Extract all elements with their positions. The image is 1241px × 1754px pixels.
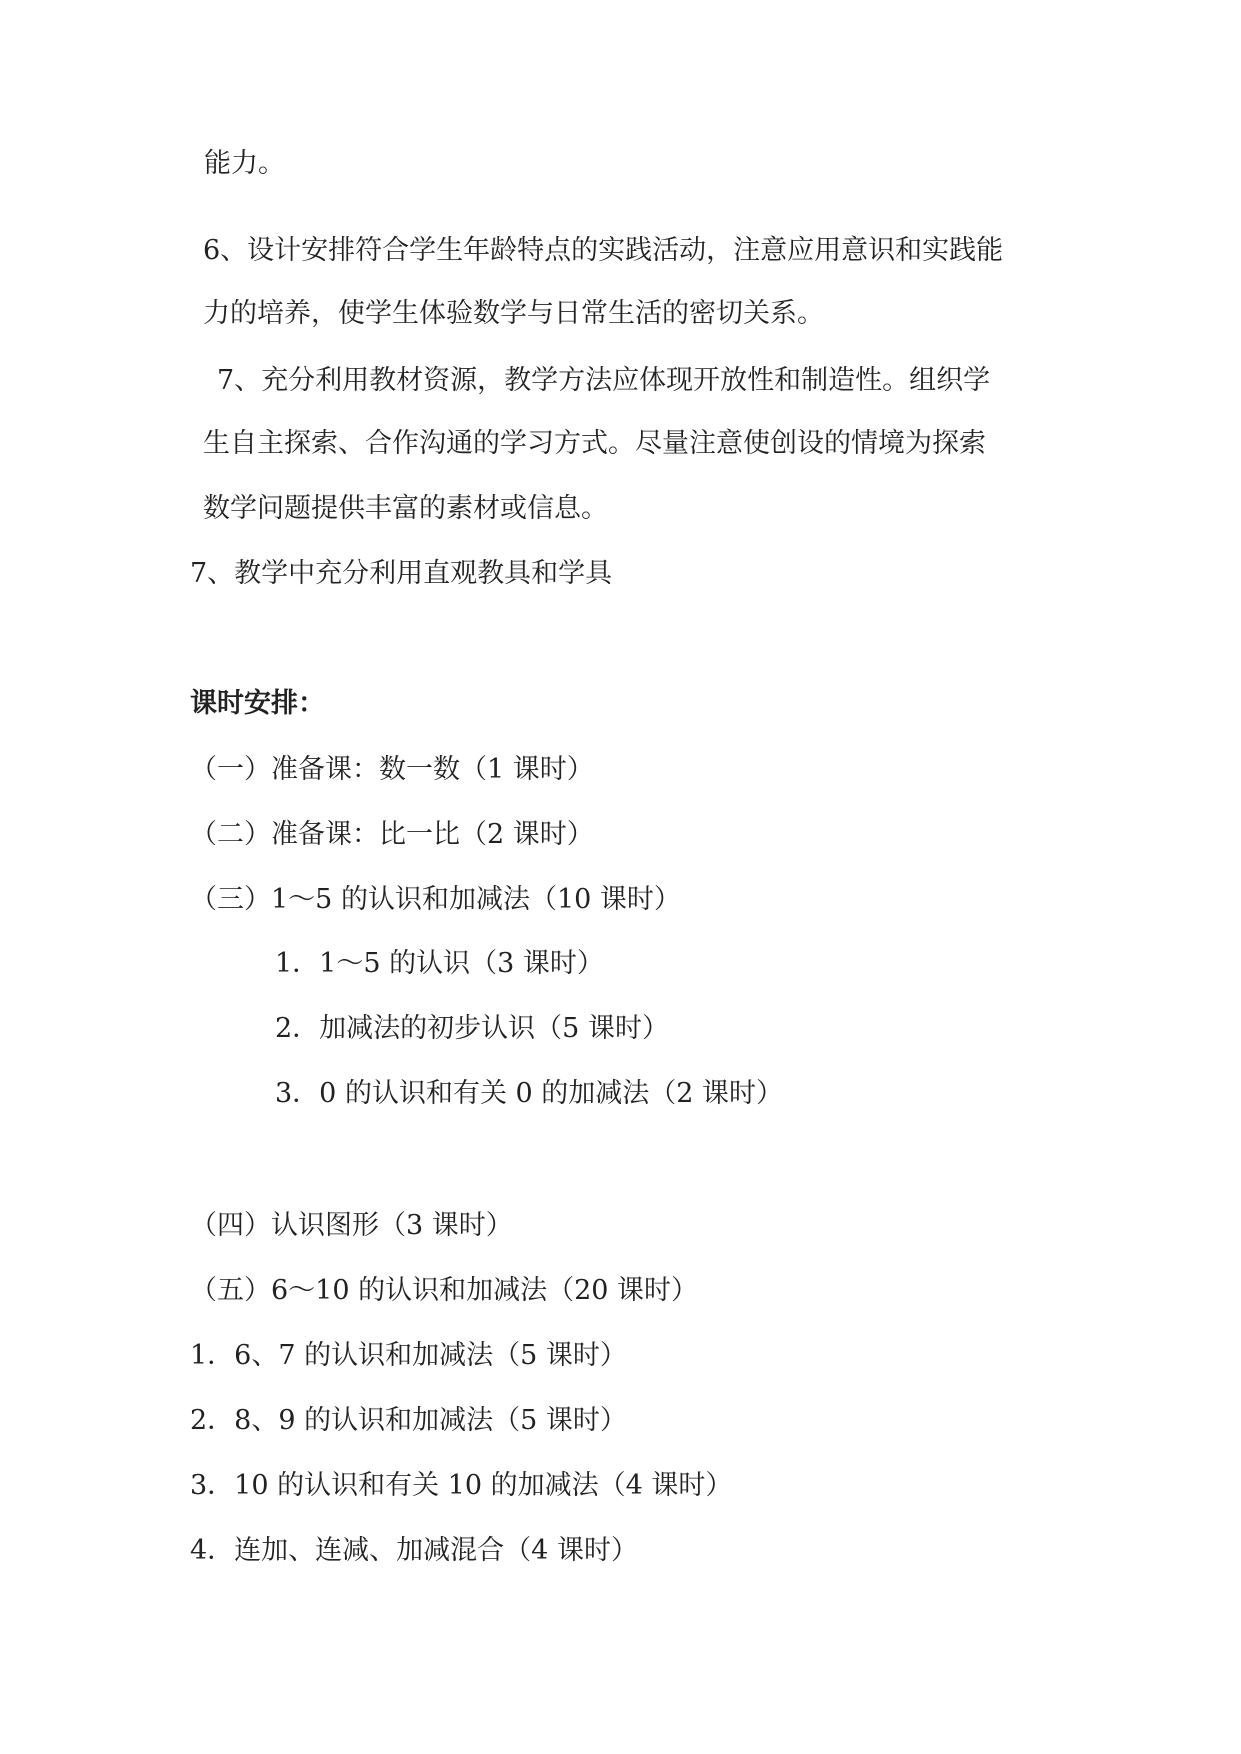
schedule-subitem: 1．1～5 的认识（3 课时） [275,948,604,979]
paragraph-line: 7、教学中充分利用直观教具和学具 [190,558,613,589]
schedule-item: （四）认识图形（3 课时） [190,1210,513,1241]
paragraph-line: 能力。 [204,148,285,179]
schedule-subitem: 2．加减法的初步认识（5 课时） [275,1013,669,1044]
schedule-item: （一）准备课：数一数（1 课时） [190,754,594,785]
paragraph-line: 数学问题提供丰富的素材或信息。 [203,493,608,524]
schedule-subitem: 4．连加、连减、加减混合（4 课时） [190,1535,638,1566]
schedule-subitem: 2．8、9 的认识和加减法（5 课时） [190,1405,627,1436]
paragraph-line: 6、设计安排符合学生年龄特点的实践活动，注意应用意识和实践能 [203,235,1004,266]
paragraph-line: 7、充分利用教材资源，教学方法应体现开放性和制造性。组织学 [217,365,991,396]
paragraph-line: 生自主探索、合作沟通的学习方式。尽量注意使创设的情境为探索 [203,428,986,459]
schedule-item: （二）准备课：比一比（2 课时） [190,819,594,850]
schedule-item: （五）6～10 的认识和加减法（20 课时） [190,1275,699,1306]
schedule-heading: 课时安排： [190,688,325,719]
schedule-subitem: 1．6、7 的认识和加减法（5 课时） [190,1340,627,1371]
schedule-item: （三）1～5 的认识和加减法（10 课时） [190,884,681,915]
schedule-subitem: 3．0 的认识和有关 0 的加减法（2 课时） [275,1078,784,1109]
paragraph-line: 力的培养，使学生体验数学与日常生活的密切关系。 [203,298,824,329]
schedule-subitem: 3．10 的认识和有关 10 的加减法（4 课时） [190,1470,733,1501]
